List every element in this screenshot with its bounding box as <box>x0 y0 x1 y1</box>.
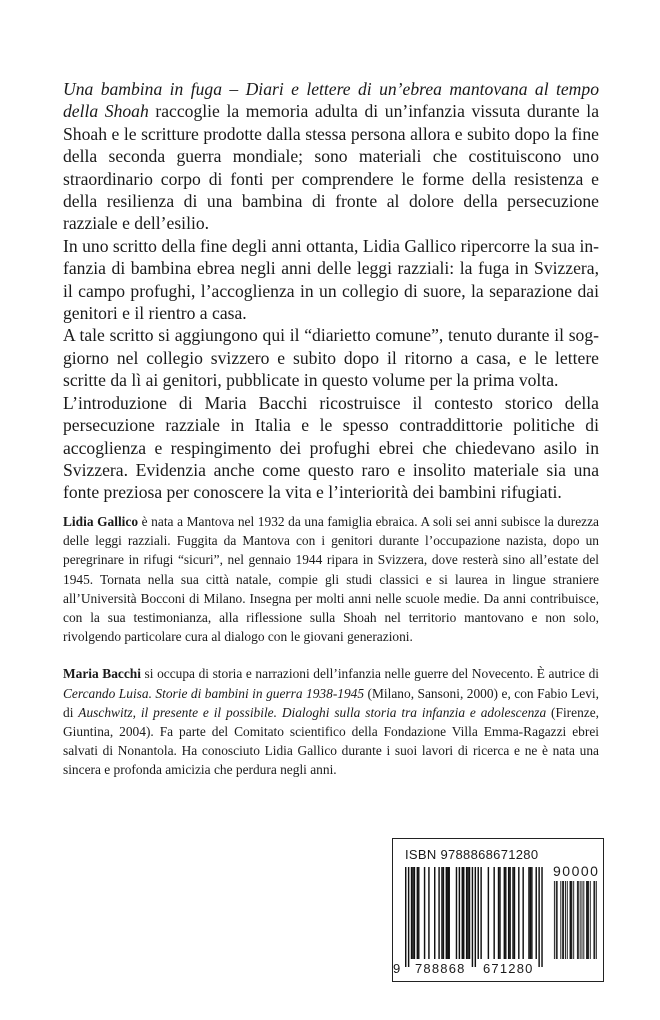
blurb-paragraph-1-text: raccoglie la memoria adulta di un’infanzia vissuta durante la Shoah e le scritture prodotte dalla stessa persona allora e subito dopo la fine della seconda guerra mondiale; sono materiali che costituiscono uno straordinario corpo di fonti per comprendere le forme della resistenza e della resilienza di una bambina di fronte al dolore della persecuzione razziale e dell’esilio. <box>63 101 600 234</box>
barcode-bar <box>462 867 463 959</box>
barcode-bar <box>493 867 494 959</box>
barcode-bar <box>449 867 450 959</box>
addon-bar <box>596 881 597 959</box>
addon-bar <box>580 881 581 959</box>
bio-text: si occupa di storia e narrazioni dell’infanzia nelle guerre del Novecento. È autrice di <box>140 666 599 682</box>
barcode-bar <box>446 867 447 959</box>
bio-lidia-gallico <box>63 512 599 646</box>
bio-name: Maria Bacchi <box>63 666 141 682</box>
barcode-bar <box>412 867 413 959</box>
blurb-paragraph-4: L’introduzione di Maria Bacchi ricostruisce il contesto storico della persecuzione razziale in Italia e le spesso contraddittorie politiche di accoglienza e respingimento dei profughi ebrei che chiedevano asilo in Svizzera. Evidenzia anche come questo raro e insolito materiale sia una fonte preziosa per conoscere la vita e l’interiorità dei bambini rifugiati. <box>63 392 599 503</box>
barcode-bar <box>424 867 425 959</box>
barcode-bar <box>414 867 415 959</box>
barcode-bar <box>469 867 470 959</box>
book-title: Una bambina in fuga – Diari e lettere di un’ebrea mantovana al tempo della Shoah <box>63 79 599 122</box>
barcode-bar <box>508 867 509 959</box>
price-code: 90000 <box>553 863 600 879</box>
bio-text: (Firenze, Giuntina, 2004). Fa parte del Comitato scientifico della Fondazione Villa Emma-Ragazzi ebrei salvati di Nonantola. Ha conosciuto Lidia Gallico durante i suoi lavori di ricerca e ne è nata una sincera e profonda amicizia che perdura negli anni. <box>63 704 600 778</box>
barcode-bar <box>488 867 489 959</box>
barcode-bar <box>411 867 412 959</box>
barcode-bar <box>475 867 476 967</box>
addon-bar <box>554 881 555 959</box>
barcode-bar <box>467 867 468 959</box>
barcode-bar <box>466 867 467 959</box>
addon-bar <box>573 881 574 959</box>
bio-text: è nata a Mantova nel 1932 da una famiglia ebraica. A soli sei anni subisce la durezza delle leggi razziali. Fuggita da Mantova con i genitori durante l’occupazione nazista, dopo un peregrinare in rifugi “sicuri”, nel gennaio 1944 ripara in Svizzera, dove resterà sino all’estate del 1945. Tornata nella sua città natale, compie gli studi classici e si laurea in lingue straniere all’Università Bocconi di Milano. Insegna per molti anni nelle scuole medie. Da anni contribuisce, con la sua testimonianza, alla riflessione sulla Shoah nel territorio mantovano e non solo, rivolgendo particolare cura al dialogo con le giovani generazioni. <box>63 514 599 645</box>
addon-bar <box>587 881 588 959</box>
addon-bar <box>557 881 558 959</box>
addon-bar <box>565 881 566 959</box>
ean-left-digits: 788868 <box>415 961 466 976</box>
ean-right-digits: 671280 <box>483 961 534 976</box>
barcode-bar <box>428 867 429 959</box>
barcode-bar <box>443 867 444 959</box>
addon-bar <box>571 881 572 959</box>
addon-bar <box>588 881 589 959</box>
bio-name: Lidia Gallico <box>63 514 139 529</box>
addon-bar <box>562 881 563 959</box>
barcode-bar <box>441 867 442 959</box>
blurb-paragraph-3: A tale scritto si aggiungono qui il “diarietto comune”, tenuto durante il soggiorno nel collegio svizzero e subito dopo il ritorno a casa, e le lettere scritte da lì ai genitori, pubblicate in questo volume per la prima volta. <box>63 325 599 391</box>
barcode-bar <box>418 867 419 959</box>
barcode-bar <box>505 867 506 959</box>
barcode-bar <box>528 867 529 959</box>
addon-bar <box>577 881 578 959</box>
book-citation: Auschwitz, il presente e il possibile. Dialoghi sulla storia tra infanzia e adolescenza <box>78 704 547 720</box>
barcode-bar <box>536 867 537 959</box>
barcode-bar <box>447 867 448 959</box>
bio-text: (Milano, Sansoni, 2000) e, con Fabio Levi, di <box>63 685 600 720</box>
barcode-bar <box>518 867 519 959</box>
barcode-bar <box>522 867 523 959</box>
barcode-bar <box>456 867 457 959</box>
barcode-bar <box>480 867 481 959</box>
barcode-bar <box>478 867 479 959</box>
addon-bar <box>590 881 591 959</box>
barcode-bar <box>472 867 473 967</box>
blurb-paragraph-2: In uno scritto della fine degli anni ottanta, Lidia Gallico ripercorre la sua infanzia di bambina ebrea negli anni delle leggi razziali: la fuga in Svizzera, il campo profughi, l’accoglienza in un collegio di suore, la separazione dai genitori e il rientro a casa. <box>63 235 599 324</box>
addon-bar <box>583 881 584 959</box>
addon-bar <box>560 881 561 959</box>
barcode-bar <box>530 867 531 959</box>
barcode-bar <box>512 867 513 959</box>
barcode-bar <box>541 867 542 967</box>
barcode-bar <box>459 867 460 959</box>
addon-bar <box>594 881 595 959</box>
addon-bar <box>563 881 564 959</box>
addon-bar <box>586 881 587 959</box>
barcode-bar <box>434 867 435 959</box>
addon-bars <box>553 881 597 963</box>
barcode-bar <box>417 867 418 959</box>
addon-bar <box>578 881 579 959</box>
book-citation: Cercando Luisa. Storie di bambini in guerra 1938-1945 <box>63 685 365 701</box>
barcode-bar <box>504 867 505 959</box>
barcode-bar <box>438 867 439 959</box>
barcode-bar <box>463 867 464 959</box>
addon-bar <box>593 881 594 959</box>
blurb-paragraph-1 <box>63 78 599 235</box>
barcode-bar <box>538 867 539 967</box>
barcode-bar <box>499 867 500 959</box>
barcode-bar <box>498 867 499 959</box>
ean-first-digit: 9 <box>393 961 401 976</box>
isbn-label: ISBN 9788868671280 <box>405 847 539 862</box>
addon-bar <box>556 881 557 959</box>
addon-bar <box>570 881 571 959</box>
addon-bar <box>582 881 583 959</box>
barcode-bar <box>509 867 510 959</box>
barcode-bar <box>408 867 409 967</box>
addon-bar <box>567 881 568 959</box>
barcode-bar <box>514 867 515 959</box>
author-bios <box>63 512 599 780</box>
back-cover-blurb <box>63 78 599 504</box>
bio-maria-bacchi <box>63 664 599 779</box>
ean13-bars <box>405 867 545 971</box>
barcode-bar <box>405 867 406 967</box>
addon-bar <box>570 881 571 959</box>
isbn-barcode <box>392 838 604 982</box>
barcode-bar <box>531 867 532 959</box>
